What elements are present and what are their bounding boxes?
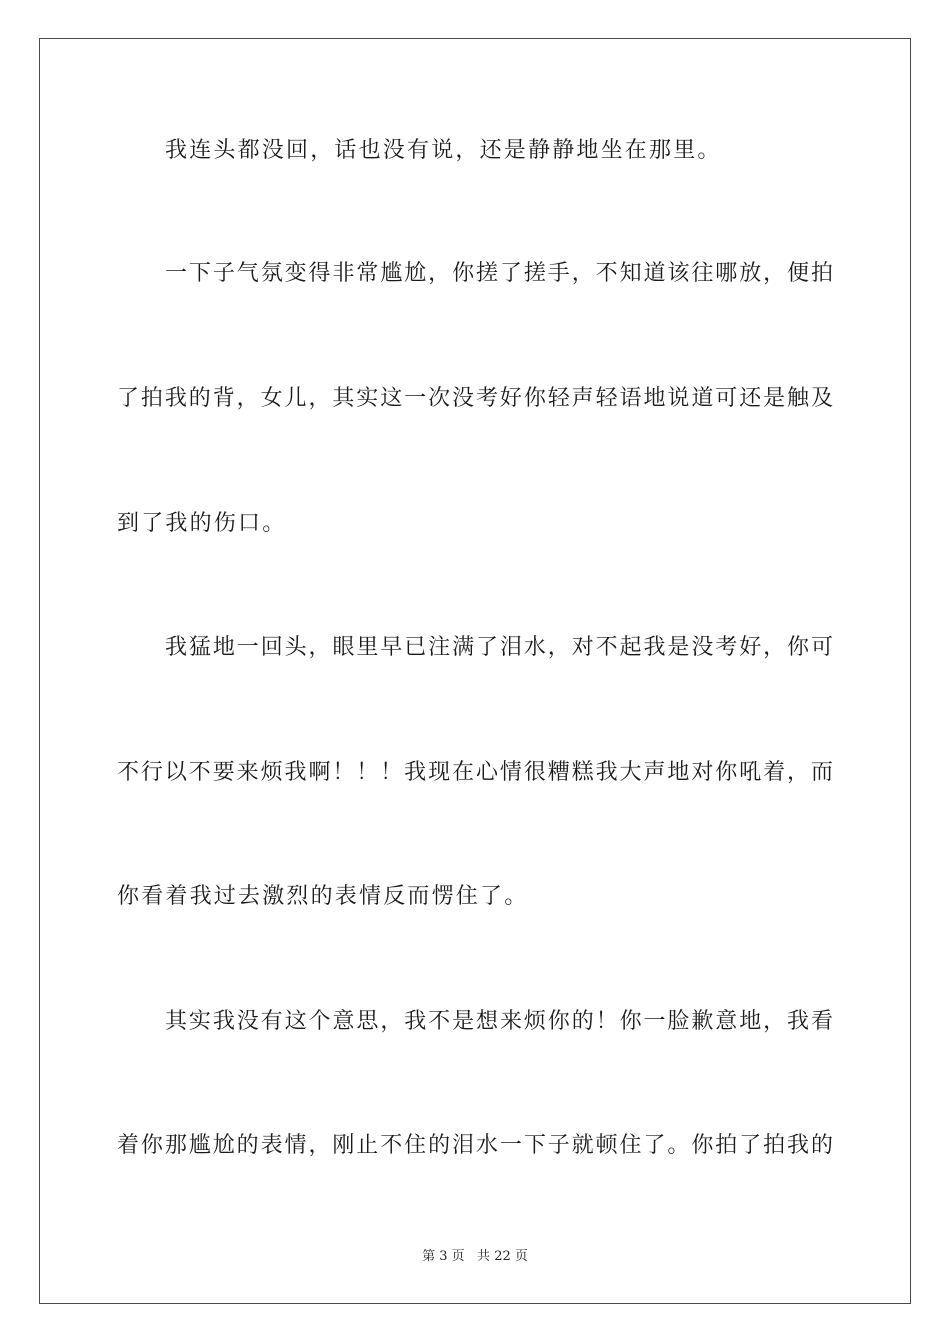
page-border	[39, 38, 911, 1304]
paragraph-line-8: 其实我没有这个意思，我不是想来烦你的！你一脸歉意地，我看	[165, 1009, 833, 1034]
paragraph-line-2: 一下子气氛变得非常尴尬，你搓了搓手，不知道该往哪放，便拍	[165, 261, 833, 286]
paragraph-line-9: 着你那尴尬的表情，刚止不住的泪水一下子就顿住了。你拍了拍我的	[117, 1133, 833, 1158]
paragraph-line-4: 到了我的伤口。	[117, 511, 287, 536]
paragraph-line-6: 不行以不要来烦我啊！！！我现在心情很糟糕我大声地对你吼着，而	[117, 760, 833, 785]
paragraph-line-1: 我连头都没回，话也没有说，还是静静地坐在那里。	[165, 138, 722, 163]
paragraph-line-7: 你看着我过去激烈的表情反而愣住了。	[117, 884, 529, 909]
paragraph-line-3: 了拍我的背，女儿，其实这一次没考好你轻声轻语地说道可还是触及	[117, 386, 833, 411]
paragraph-line-5: 我猛地一回头，眼里早已注满了泪水，对不起我是没考好，你可	[165, 635, 833, 660]
page-number-footer: 第 3 页 共 22 页	[422, 1249, 528, 1264]
